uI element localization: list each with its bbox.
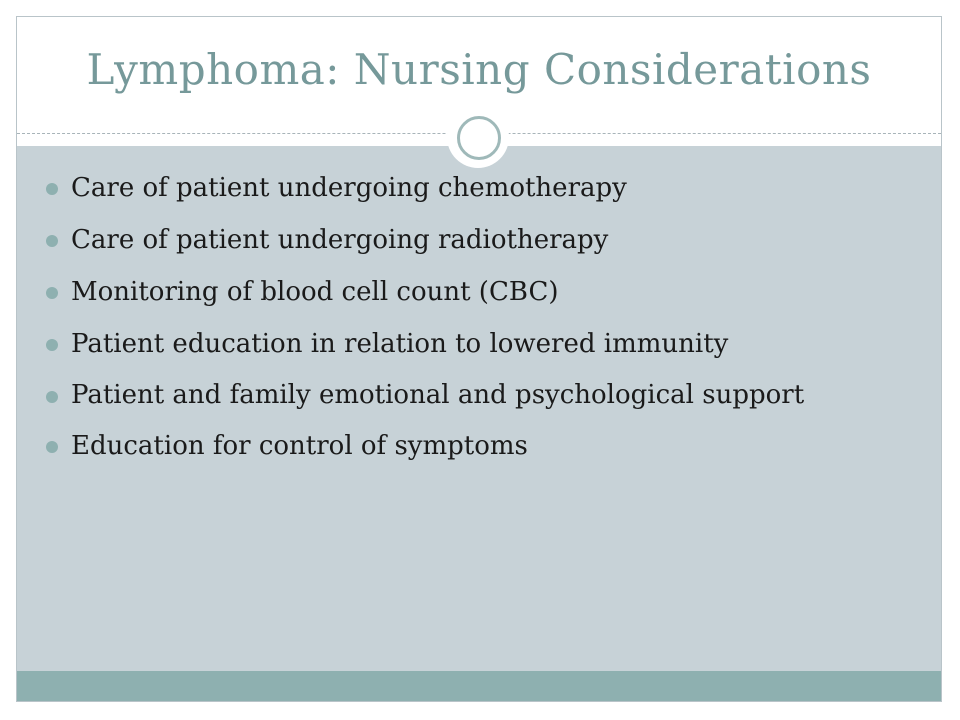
bullet-text: Patient education in relation to lowered immunity <box>71 329 729 359</box>
bullet-dot-icon <box>46 287 58 299</box>
list-item <box>46 220 906 260</box>
bullet-text: Patient and family emotional and psychological support <box>71 380 805 410</box>
bullet-dot-icon <box>46 235 58 247</box>
bullet-list <box>46 168 906 478</box>
footer-band <box>17 671 941 701</box>
bullet-dot-icon <box>46 339 58 351</box>
bullet-text: Care of patient undergoing radiotherapy <box>71 225 609 255</box>
bullet-dot-icon <box>46 183 58 195</box>
list-item <box>46 324 906 364</box>
list-item <box>46 376 906 414</box>
list-item <box>46 426 906 466</box>
bullet-text: Care of patient undergoing chemotherapy <box>71 173 627 203</box>
bullet-text: Education for control of symptoms <box>71 431 528 461</box>
bullet-dot-icon <box>46 441 58 453</box>
bullet-text: Monitoring of blood cell count (CBC) <box>71 277 559 307</box>
list-item <box>46 168 906 208</box>
ring-icon <box>457 116 501 160</box>
list-item <box>46 272 906 312</box>
slide-title: Lymphoma: Nursing Considerations <box>86 45 872 94</box>
bullet-dot-icon <box>46 391 58 403</box>
